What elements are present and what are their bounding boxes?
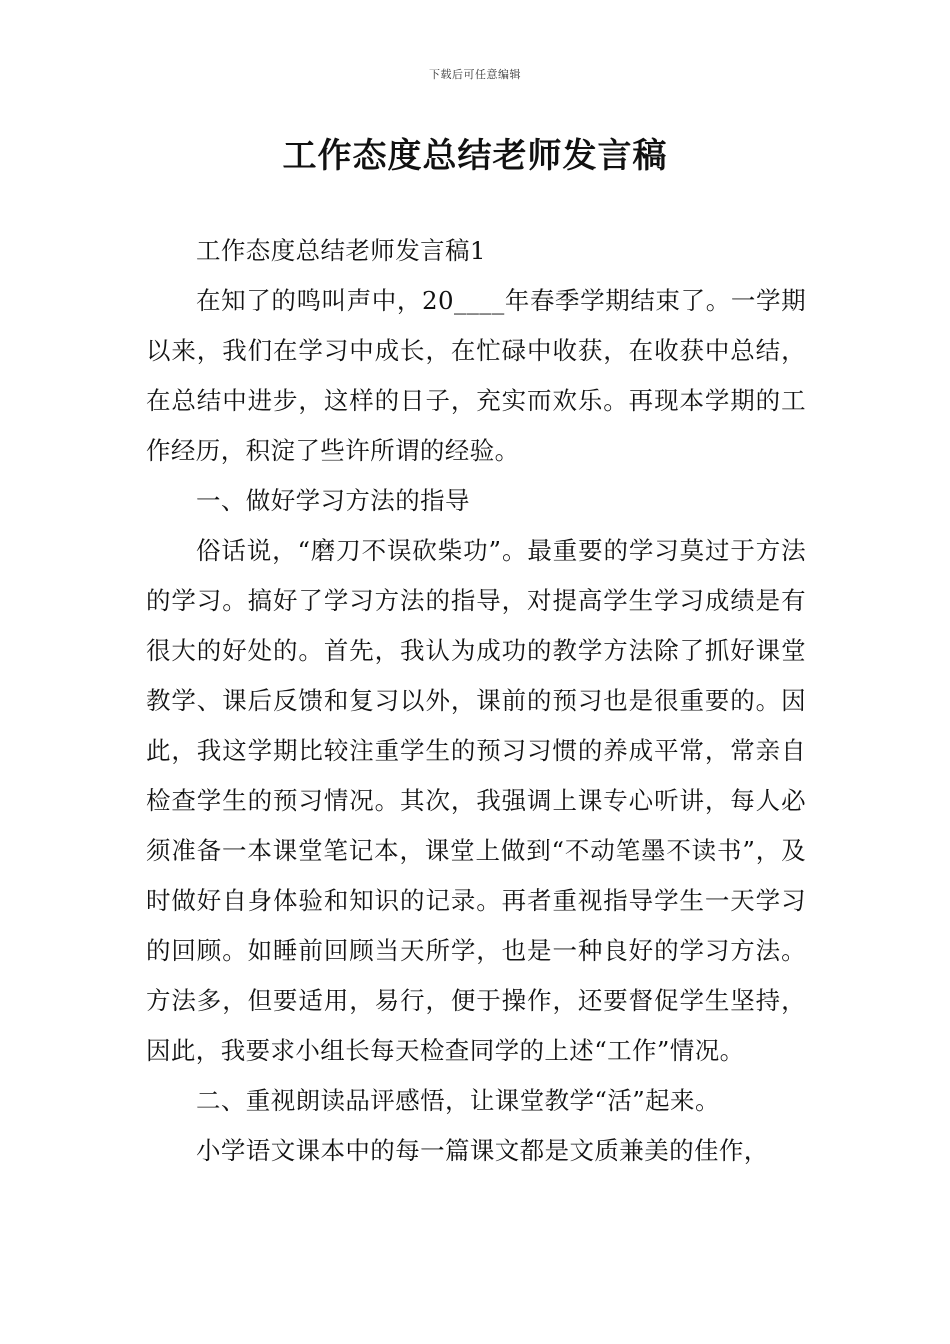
section-heading-1: 工作态度总结老师发言稿1 — [196, 236, 486, 265]
document-title: 工作态度总结老师发言稿 — [282, 136, 668, 176]
paragraph-intro: 在知了的鸣叫声中，20____年春季学期结束了。一学期以来，我们在学习中成长，在忙碌中收获，在收获中总结，在总结中进步，这样的日子，充实而欢乐。再现本学期的工作经历，积淀了些许所谓的经验。 — [146, 286, 806, 465]
document-body — [146, 226, 806, 1176]
header-note: 下载后可任意编辑 — [429, 68, 521, 81]
paragraph-method: 俗话说，“磨刀不误砍柴功”。最重要的学习莫过于方法的学习。搞好了学习方法的指导，对提高学生学习成绩是有很大的好处的。首先，我认为成功的教学方法除了抓好课堂教学、课后反馈和复习以外，课前的预习也是很重要的。因此，我这学期比较注重学生的预习习惯的养成平常，常亲自检查学生的预习情况。其次，我强调上课专心听讲，每人必须准备一本课堂笔记本，课堂上做到“不动笔墨不读书”，及时做好自身体验和知识的记录。再者重视指导学生一天学习的回顾。如睡前回顾当天所学，也是一种良好的学习方法。方法多，但要适用，易行，便于操作，还要督促学生坚持，因此，我要求小组长每天检查同学的上述“工作”情况。 — [146, 536, 806, 1065]
section-heading-reading: 二、重视朗读品评感悟，让课堂教学“活”起来。 — [196, 1086, 720, 1115]
section-heading-method: 一、做好学习方法的指导 — [196, 486, 470, 515]
paragraph-reading: 小学语文课本中的每一篇课文都是文质兼美的佳作， — [196, 1136, 769, 1165]
